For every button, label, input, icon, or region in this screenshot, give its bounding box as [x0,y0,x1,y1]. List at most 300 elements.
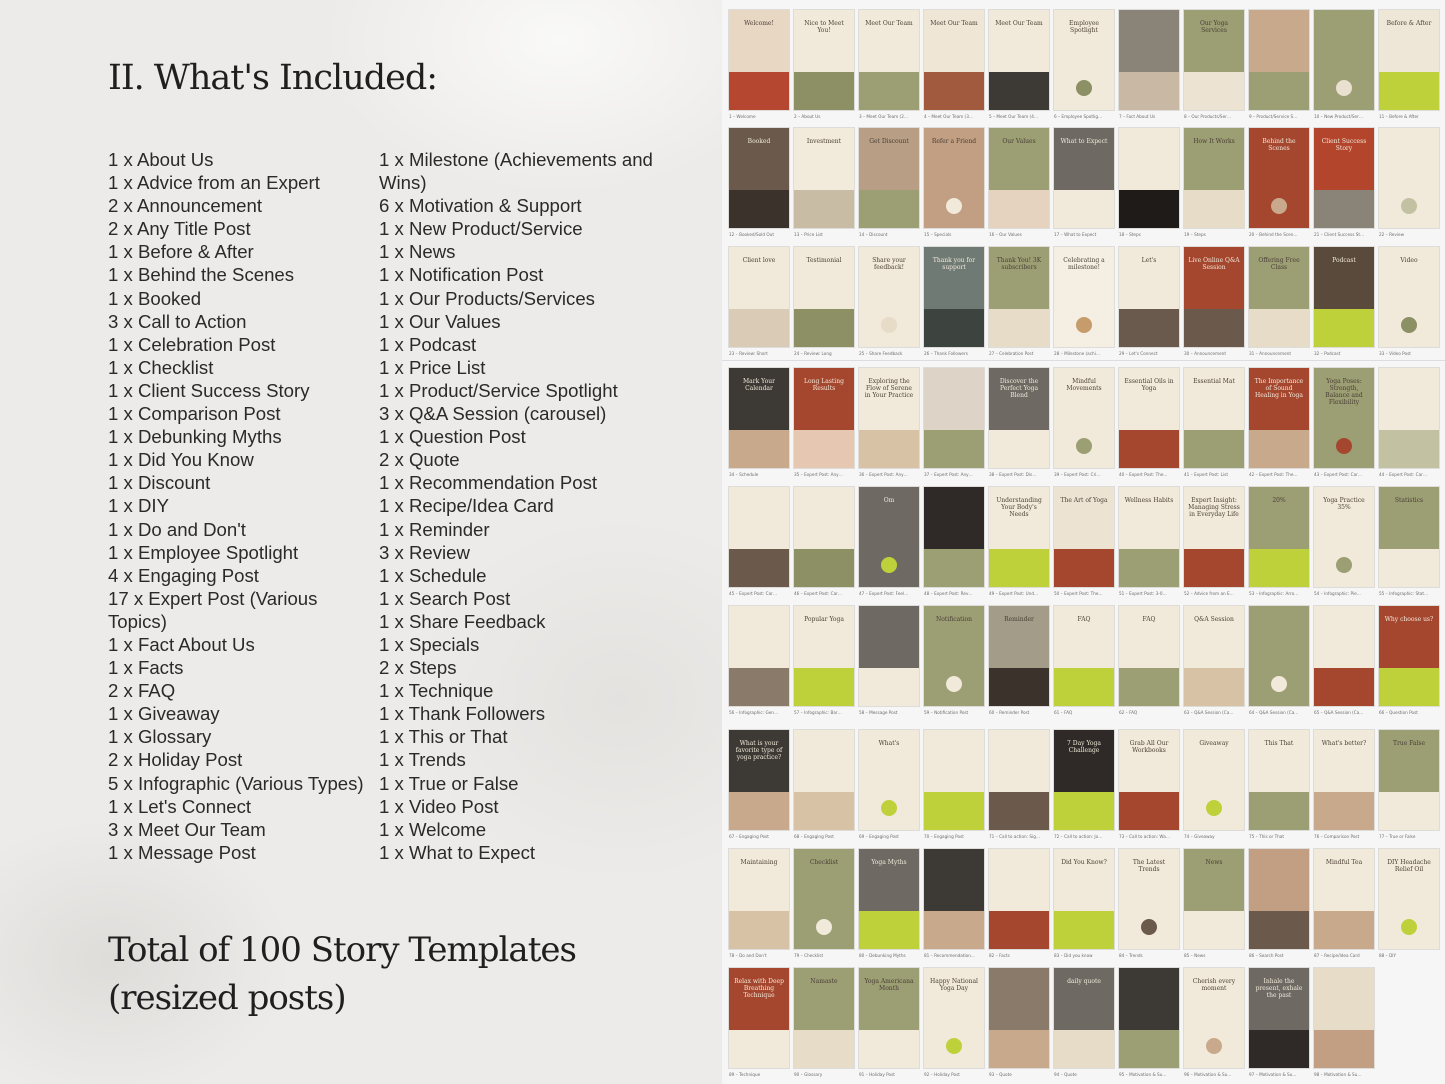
template-thumbnail[interactable] [1119,968,1179,1077]
thumbnail-label: 37 – Expert Post: Any… [924,472,973,477]
template-thumbnail[interactable] [794,487,854,596]
template-thumbnail[interactable] [859,849,919,958]
template-thumbnail[interactable] [924,368,984,477]
thumbnail-title: Share your feedback! [872,257,906,271]
thumbnail-label: 64 – Q&A Session (Ca… [1249,710,1299,715]
thumbnail-title: Mark Your Calendar [743,378,775,392]
thumbnail-preview [1379,606,1439,706]
thumbnail-photo-block [729,792,789,830]
template-thumbnail[interactable] [1249,606,1309,715]
included-item: 1 x Thank Followers [379,703,546,725]
thumbnail-photo-block [989,1030,1049,1068]
thumbnail-title: Reminder [1004,616,1034,623]
thumbnail-preview [1184,730,1244,830]
thumbnail-photo-block [1119,309,1179,347]
template-thumbnail[interactable] [794,247,854,356]
total-line-1: Total of 100 Story Templates [108,930,576,970]
included-item: 3 x Review [379,541,470,563]
thumbnail-preview [989,730,1049,830]
thumbnail-label: 31 – Announcement [1249,351,1291,356]
thumbnail-label: 66 – Question Post [1379,710,1418,715]
template-thumbnail[interactable] [729,247,789,356]
included-item: 1 x Milestone (Achievements and Wins) [379,149,653,194]
template-thumbnail[interactable] [1314,968,1374,1077]
thumbnail-photo-block [1054,1030,1114,1068]
thumbnail-label: 87 – Recipe/Idea Card [1314,953,1360,958]
thumbnail-label: 80 – Debunking Myths [859,953,906,958]
template-thumbnail[interactable] [1119,487,1179,596]
template-thumbnail[interactable] [859,128,919,237]
thumbnail-label: 43 – Expert Post: Car… [1314,472,1363,477]
thumbnail-title: The Importance of Sound Healing in Yoga [1254,378,1304,399]
thumbnail-preview [794,730,854,830]
template-thumbnail[interactable] [924,968,984,1077]
thumbnail-circle-motif [1271,198,1287,214]
template-thumbnail[interactable] [1184,128,1244,237]
included-item: 1 x Facts [108,657,184,679]
template-thumbnail[interactable] [1249,368,1309,477]
thumbnail-label: 61 – FAQ [1054,710,1073,715]
thumbnail-title: Cherish every moment [1192,978,1236,992]
template-thumbnail[interactable] [989,606,1049,715]
thumbnail-title: Mindful Movements [1066,378,1102,392]
included-item: 1 x News [379,241,456,263]
template-thumbnail[interactable] [1054,128,1114,237]
template-thumbnail[interactable] [1119,849,1179,958]
thumbnail-label: 17 – What to Expect [1054,232,1097,237]
template-thumbnail[interactable] [1119,730,1179,839]
thumbnail-preview [1054,730,1114,830]
included-item: 1 x Let's Connect [108,795,252,817]
template-thumbnail[interactable] [794,968,854,1077]
thumbnail-circle-motif [946,676,962,692]
thumbnail-circle-motif [1401,317,1417,333]
thumbnail-title: Let's [1141,257,1157,264]
template-thumbnail[interactable] [1249,10,1309,119]
template-thumbnail[interactable] [924,606,984,715]
thumbnail-title: Essential Oils in Yoga [1124,378,1174,392]
template-thumbnail[interactable] [1054,606,1114,715]
template-thumbnail[interactable] [1314,849,1374,958]
thumbnail-label: 81 – Recommendation… [924,953,976,958]
template-thumbnail[interactable] [1379,730,1439,839]
thumbnail-preview [989,247,1049,347]
included-item: 1 x Do and Don't [108,518,246,540]
thumbnail-title: Celebrating a milestone! [1063,257,1105,271]
thumbnail-preview [859,10,919,110]
template-thumbnail[interactable] [1184,368,1244,477]
thumbnail-preview [1054,606,1114,706]
template-thumbnail[interactable] [1184,606,1244,715]
thumbnail-title: Testimonial [806,257,842,264]
template-thumbnail[interactable] [924,849,984,958]
thumbnail-title: Popular Yoga [804,616,844,623]
template-thumbnail[interactable] [924,10,984,119]
thumbnail-title: Meet Our Team [995,20,1043,27]
template-thumbnail[interactable] [1379,247,1439,356]
template-thumbnail[interactable] [1314,128,1374,237]
template-thumbnail[interactable] [1314,368,1374,477]
thumbnail-photo-block [989,190,1049,228]
template-thumbnail[interactable] [1119,10,1179,119]
thumbnail-label: 1 – Welcome [729,114,756,119]
thumbnail-photo-block [1119,430,1179,468]
thumbnail-preview [794,247,854,347]
thumbnail-preview [989,487,1049,587]
thumbnail-preview [1249,606,1309,706]
template-thumbnail[interactable] [859,368,919,477]
included-item: 1 x Share Feedback [379,610,546,632]
included-item: 1 x Product/Service Spotlight [379,379,618,401]
template-thumbnail[interactable] [989,128,1049,237]
thumbnail-title: Offering Free Class [1258,257,1300,271]
template-thumbnail[interactable] [1249,968,1309,1077]
template-thumbnail[interactable] [794,368,854,477]
thumbnail-preview [1119,247,1179,347]
included-item: 1 x New Product/Service [379,218,583,240]
thumbnail-photo-block [1314,792,1374,830]
included-item: 1 x Technique [379,680,494,702]
template-thumbnail[interactable] [989,968,1049,1077]
included-item: 1 x True or False [379,772,519,794]
thumbnail-label: 57 – Infographic: Bar… [794,710,842,715]
thumbnail-photo-block [1054,668,1114,706]
thumbnail-label: 48 – Expert Post: Rev… [924,591,973,596]
included-item: 1 x About Us [108,149,214,170]
thumbnail-preview [859,849,919,949]
thumbnail-label: 53 – Infographic: Arro… [1249,591,1299,596]
thumbnail-photo-block [729,1030,789,1068]
thumbnail-photo-block [729,72,789,110]
thumbnail-preview [1379,10,1439,110]
thumbnail-label: 12 – Booked/Sold Out [729,232,774,237]
template-thumbnail[interactable] [729,606,789,715]
template-thumbnail[interactable] [1379,10,1439,119]
thumbnail-photo-block [794,549,854,587]
thumbnail-label: 82 – Facts [989,953,1010,958]
thumbnail-preview [1054,10,1114,110]
included-item: 1 x Did You Know [108,449,254,471]
thumbnail-label: 73 – Call to action: Wa… [1119,834,1171,839]
thumbnail-title: Mindful Tea [1325,859,1363,866]
thumbnail-photo-block [1119,190,1179,228]
template-thumbnail[interactable] [1119,128,1179,237]
thumbnail-title: What's better? [1321,740,1367,747]
template-thumbnail[interactable] [1184,849,1244,958]
thumbnail-label: 20 – Behind the Scen… [1249,232,1298,237]
thumbnail-title: Giveaway [1199,740,1229,747]
thumbnail-title: What to Expect [1060,138,1108,145]
thumbnail-preview [1119,10,1179,110]
thumbnail-label: 79 – Checklist [794,953,824,958]
template-thumbnail[interactable] [989,487,1049,596]
thumbnail-preview [989,606,1049,706]
thumbnail-title: daily quote [1067,978,1101,985]
template-thumbnail[interactable] [924,128,984,237]
thumbnail-circle-motif [1206,1038,1222,1054]
template-thumbnail[interactable] [989,368,1049,477]
thumbnail-photo-block [729,309,789,347]
total-templates-caption [108,926,708,1022]
template-thumbnail[interactable] [1119,368,1179,477]
thumbnail-preview [794,10,854,110]
template-thumbnail[interactable] [1379,606,1439,715]
thumbnail-circle-motif [1271,676,1287,692]
thumbnail-preview [1314,606,1374,706]
thumbnail-label: 54 – Infographic: Pie… [1314,591,1361,596]
thumbnail-title: Om [883,497,895,504]
template-thumbnail[interactable] [924,730,984,839]
thumbnail-photo-block [1249,309,1309,347]
thumbnail-title: Exploring the Flow of Serene in Your Practice [864,378,914,399]
thumbnail-preview [1249,247,1309,347]
included-item: 1 x Recommendation Post [379,472,598,494]
template-thumbnail[interactable] [1249,849,1309,958]
thumbnail-preview [729,968,789,1068]
template-thumbnail[interactable] [729,730,789,839]
thumbnail-preview [1119,968,1179,1068]
thumbnail-title: News [1205,859,1223,866]
template-thumbnail[interactable] [729,128,789,237]
template-thumbnail[interactable] [794,730,854,839]
thumbnail-preview [1184,849,1244,949]
thumbnail-photo-block [1249,72,1309,110]
thumbnail-label: 11 – Before & After [1379,114,1419,119]
template-thumbnail[interactable] [1249,487,1309,596]
template-thumbnail[interactable] [1249,128,1309,237]
thumbnail-label: 86 – Search Post [1249,953,1284,958]
thumbnail-photo-block [924,792,984,830]
thumbnail-photo-block [924,549,984,587]
thumbnail-circle-motif [946,1038,962,1054]
thumbnail-preview [1249,487,1309,587]
thumbnail-title: Long Lasting Results [804,378,844,392]
thumbnail-label: 83 – Did you know [1054,953,1093,958]
thumbnail-preview [1119,487,1179,587]
included-panel [0,0,720,1084]
template-thumbnail[interactable] [1184,10,1244,119]
thumbnail-photo-block [1379,668,1439,706]
included-item: 1 x Welcome [379,818,487,840]
template-thumbnail[interactable] [729,487,789,596]
included-item: 1 x Question Post [379,426,526,448]
template-thumbnail[interactable] [1184,487,1244,596]
thumbnail-label: 45 – Expert Post: Car… [729,591,778,596]
included-item: 1 x Booked [108,287,202,309]
included-item: 1 x Reminder [379,518,490,540]
template-thumbnail[interactable] [1119,606,1179,715]
template-thumbnail[interactable] [1054,247,1114,356]
template-thumbnail[interactable] [794,10,854,119]
thumbnail-title: Our Values [1002,138,1036,145]
included-item: 1 x Schedule [379,564,487,586]
thumbnail-preview [1314,730,1374,830]
thumbnail-title: Live Online Q&A Session [1188,257,1240,271]
template-thumbnail[interactable] [859,730,919,839]
template-thumbnail[interactable] [989,10,1049,119]
thumbnail-title: The Art of Yoga [1060,497,1108,504]
thumbnail-photo-block [1184,549,1244,587]
thumbnail-label: 26 – Thank Followers [924,351,968,356]
thumbnail-photo-block [1184,309,1244,347]
template-thumbnail[interactable] [794,606,854,715]
template-thumbnail[interactable] [1379,368,1439,477]
thumbnail-label: 68 – Engaging Post [794,834,834,839]
thumbnail-photo-block [1314,190,1374,228]
thumbnail-label: 33 – Video Post [1379,351,1411,356]
thumbnail-preview [1184,606,1244,706]
template-thumbnail[interactable] [1054,849,1114,958]
thumbnail-preview [859,487,919,587]
template-thumbnail[interactable] [729,849,789,958]
template-thumbnail[interactable] [1314,606,1374,715]
thumbnail-photo-block [989,792,1049,830]
template-thumbnail[interactable] [1054,487,1114,596]
included-item: 2 x Steps [379,657,457,679]
template-thumbnail[interactable] [989,247,1049,356]
template-thumbnail[interactable] [1184,247,1244,356]
template-thumbnail[interactable] [924,487,984,596]
included-item: 1 x Fact About Us [108,633,255,655]
template-thumbnail[interactable] [1054,368,1114,477]
thumbnail-preview [1184,968,1244,1068]
template-thumbnail[interactable] [1054,730,1114,839]
thumbnail-photo-block [1119,792,1179,830]
template-thumbnail[interactable] [989,849,1049,958]
thumbnail-label: 14 – Discount [859,232,888,237]
template-thumbnail[interactable] [859,10,919,119]
thumbnail-title: Yoga Myths [871,859,907,866]
thumbnail-label: 97 – Motivation & Su… [1249,1072,1297,1077]
template-thumbnail[interactable] [1314,247,1374,356]
thumbnail-photo-block [1054,549,1114,587]
thumbnail-preview [729,730,789,830]
thumbnail-title: Investment [806,138,842,145]
thumbnail-label: 34 – Schedule [729,472,759,477]
template-thumbnail[interactable] [989,730,1049,839]
thumbnail-title: Video [1400,257,1418,264]
page-separator [722,360,1445,361]
template-thumbnail[interactable] [859,487,919,596]
thumbnail-label: 23 – Review: Short [729,351,768,356]
template-thumbnail[interactable] [1054,968,1114,1077]
template-thumbnail[interactable] [794,128,854,237]
template-thumbnail[interactable] [1379,849,1439,958]
template-thumbnail[interactable] [729,368,789,477]
thumbnail-photo-block [1184,190,1244,228]
section-heading: II. What's Included: [108,58,438,98]
thumbnail-title: Why choose us? [1384,616,1434,623]
template-thumbnail[interactable] [729,10,789,119]
thumbnail-preview [1249,849,1309,949]
thumbnail-preview [1054,968,1114,1068]
template-thumbnail[interactable] [794,849,854,958]
template-thumbnail[interactable] [1249,247,1309,356]
thumbnail-title: Client love [742,257,776,264]
thumbnail-photo-block [729,190,789,228]
thumbnail-title: Before & After [1386,20,1432,27]
thumbnail-photo-block [924,72,984,110]
thumbnail-photo-block [1314,309,1374,347]
included-item: 1 x Before & After [108,241,254,263]
thumbnail-label: 62 – FAQ [1119,710,1138,715]
thumbnail-preview [1184,368,1244,468]
included-item: 3 x Call to Action [108,310,247,332]
thumbnail-title: Podcast [1332,257,1356,264]
thumbnail-preview [1054,368,1114,468]
included-item: 2 x FAQ [108,680,176,702]
thumbnail-label: 91 – Holiday Post [859,1072,895,1077]
thumbnail-photo-block [989,72,1049,110]
thumbnail-photo-block [1119,668,1179,706]
template-thumbnail[interactable] [859,247,919,356]
thumbnail-label: 93 – Quote [989,1072,1012,1077]
thumbnail-photo-block [924,430,984,468]
included-item: 1 x Celebration Post [108,333,276,355]
thumbnail-photo-block [859,190,919,228]
template-thumbnail-grid [722,0,1445,1084]
thumbnail-preview [1379,368,1439,468]
thumbnail-title: Namaste [810,978,838,985]
thumbnail-photo-block [794,309,854,347]
thumbnail-photo-block [729,430,789,468]
thumbnail-label: 71 – Call to action: Sig… [989,834,1041,839]
thumbnail-photo-block [1249,430,1309,468]
included-item: 1 x Our Values [379,310,501,332]
template-thumbnail[interactable] [1249,730,1309,839]
thumbnail-label: 24 – Review: Long [794,351,832,356]
template-thumbnail[interactable] [859,968,919,1077]
template-thumbnail[interactable] [1379,128,1439,237]
thumbnail-title: Notification [936,616,972,623]
thumbnail-photo-block [1379,430,1439,468]
thumbnail-label: 28 – Milestone (achi… [1054,351,1101,356]
thumbnail-label: 75 – This or That [1249,834,1285,839]
thumbnail-preview [924,247,984,347]
template-thumbnail[interactable] [859,606,919,715]
total-line-2: (resized posts) [108,978,346,1018]
thumbnail-preview [729,487,789,587]
thumbnail-title: Understanding Your Body's Needs [996,497,1042,518]
thumbnail-preview [989,368,1049,468]
template-thumbnail[interactable] [1314,730,1374,839]
template-thumbnail[interactable] [1184,730,1244,839]
thumbnail-label: 5 – Meet Our Team (4… [989,114,1039,119]
thumbnail-photo-block [1184,72,1244,110]
thumbnail-label: 3 – Meet Our Team (2… [859,114,909,119]
template-thumbnail[interactable] [1379,487,1439,596]
thumbnail-label: 65 – Q&A Session (Ca… [1314,710,1364,715]
thumbnail-preview [1249,368,1309,468]
thumbnail-photo-block [1314,1030,1374,1068]
template-thumbnail[interactable] [924,247,984,356]
template-thumbnail[interactable] [1184,968,1244,1077]
thumbnail-title: Maintaining [740,859,778,866]
template-thumbnail[interactable] [1119,247,1179,356]
thumbnail-preview [859,368,919,468]
template-thumbnail[interactable] [1054,10,1114,119]
template-thumbnail[interactable] [1314,487,1374,596]
template-thumbnail[interactable] [729,968,789,1077]
thumbnail-title: What's [878,740,900,747]
thumbnail-photo-block [1054,911,1114,949]
thumbnail-preview [729,247,789,347]
template-thumbnail[interactable] [1314,10,1374,119]
included-item: 1 x Comparison Post [108,403,281,425]
thumbnail-preview [729,10,789,110]
thumbnail-preview [1314,368,1374,468]
thumbnail-label: 52 – Advice from an E… [1184,591,1234,596]
